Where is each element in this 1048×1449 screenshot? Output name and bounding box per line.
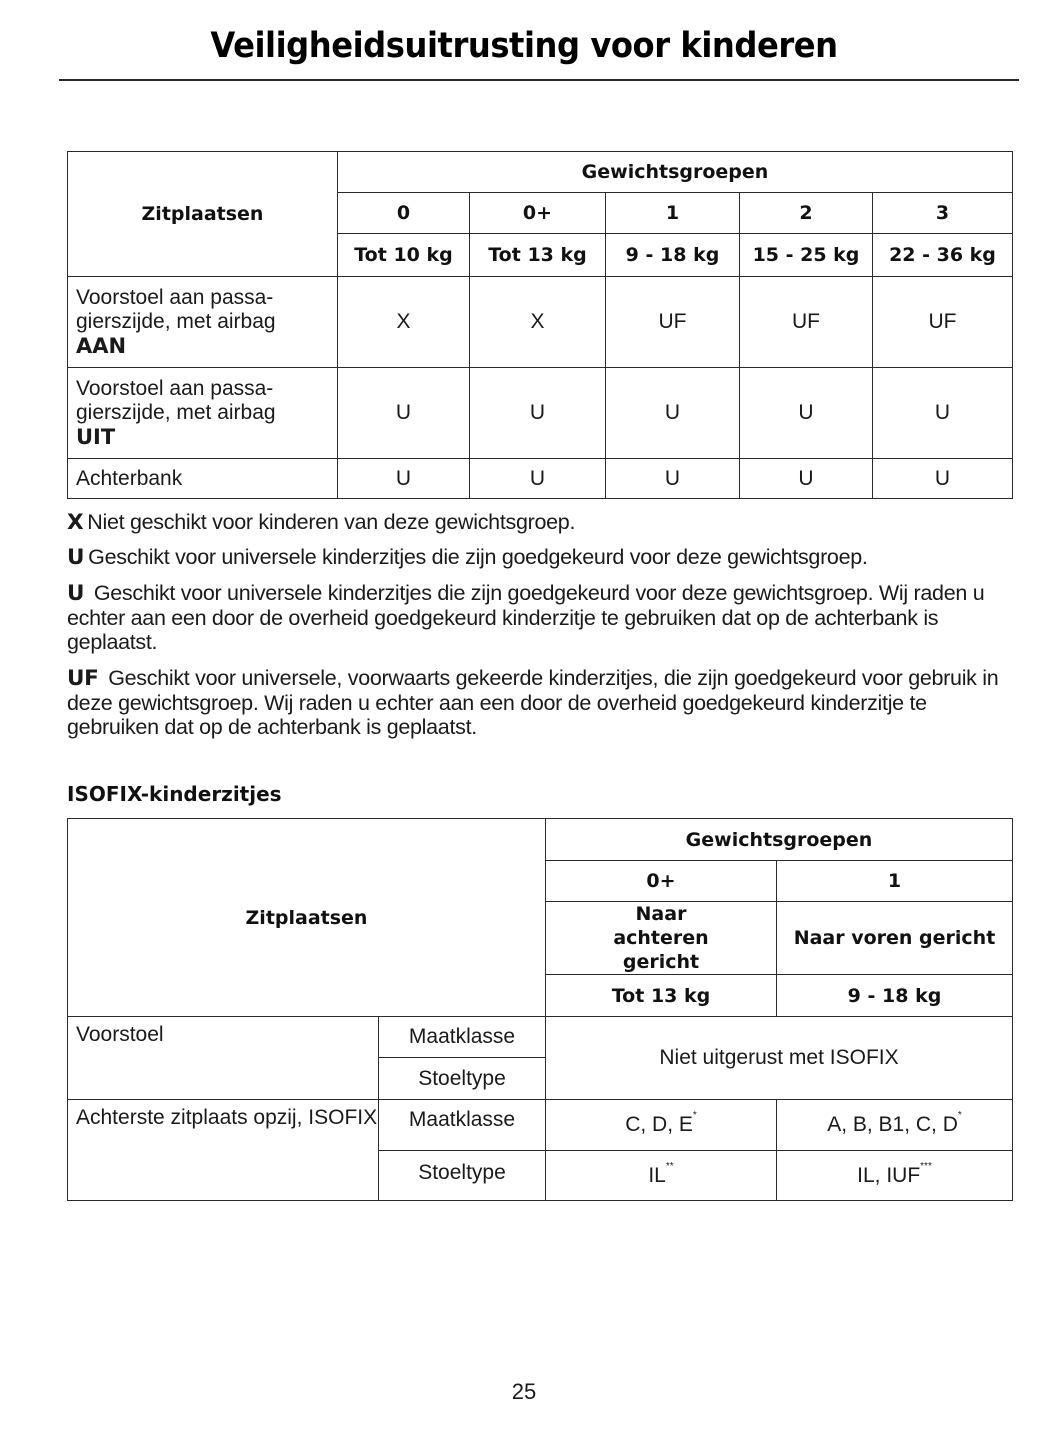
weight-cell: Tot 13 kg (546, 975, 777, 1017)
value-cell: U (470, 368, 606, 459)
value-cell (546, 1151, 777, 1201)
value-cell: U (338, 459, 470, 499)
footnote-marker: * (957, 1110, 962, 1121)
legend-item (67, 545, 1017, 570)
legend-text: Geschikt voor universele kinderzitjes die zijn goedgekeurd voor deze gewichtsgroep. Wij raden u echter aan een door de overheid goedgekeurd kinderzitje te gebruiken dat op de achterbank is geplaatst. (67, 581, 985, 654)
legend-text: Geschikt voor universele, voorwaarts gekeerde kinderzitjes, die zijn goedgekeurd voor gebruik in deze gewichtsgroep. Wij raden u echter aan een door de overheid goedgekeurd kinderzitje te gebruiken dat op de achterbank is geplaatst. (67, 666, 999, 739)
value-cell: X (338, 277, 470, 368)
table-row (68, 1017, 1013, 1058)
value-cell (777, 1151, 1013, 1201)
group-cell: 1 (777, 861, 1013, 902)
legend-key: X (67, 510, 84, 535)
legend-text: Niet geschikt voor kinderen van deze gewichtsgroep. (87, 510, 576, 534)
seat-label-line: gierszijde, met airbag (76, 310, 276, 333)
legend-key: U (67, 581, 85, 606)
value-cell: U (606, 459, 740, 499)
weight-cell: Tot 10 kg (338, 234, 470, 277)
table-row (68, 368, 1013, 459)
weight-cell: 9 - 18 kg (606, 234, 740, 277)
value-text: IL, IUF (857, 1163, 921, 1187)
group-cell: 0 (338, 193, 470, 234)
group-cell: 0+ (546, 861, 777, 902)
value-cell (546, 1100, 777, 1151)
value-text: C, D, E (625, 1113, 693, 1136)
value-text: IL (648, 1163, 666, 1187)
weight-groups-header: Gewichtsgroepen (338, 152, 1013, 193)
legend-item (67, 666, 1017, 739)
seat-label: Voorstoel (68, 1017, 379, 1100)
title-divider (59, 79, 1019, 81)
seat-label-line: Voorstoel aan passa- (76, 286, 274, 309)
sub-label: Maatklasse (379, 1100, 546, 1151)
weight-cell: 15 - 25 kg (740, 234, 873, 277)
isofix-table (67, 818, 1013, 1201)
table-row (68, 1100, 1013, 1151)
page-title: Veiligheidsuitrusting voor kinderen (210, 26, 838, 66)
value-cell: U (470, 459, 606, 499)
seat-label: Achterste zitplaats opzij, ISOFIX (68, 1100, 379, 1201)
value-cell: U (873, 459, 1013, 499)
seat-header: Zitplaatsen (68, 152, 338, 277)
value-text: A, B, B1, C, D (827, 1113, 958, 1136)
weight-cell: 22 - 36 kg (873, 234, 1013, 277)
sub-label: Stoeltype (379, 1151, 546, 1201)
group-cell: 3 (873, 193, 1013, 234)
value-cell: U (338, 368, 470, 459)
weight-cell: 9 - 18 kg (777, 975, 1013, 1017)
legend-item (67, 581, 1017, 654)
airbag-state: AAN (76, 334, 127, 358)
value-cell: UF (740, 277, 873, 368)
child-seat-suitability-table (67, 151, 1013, 499)
value-cell: U (606, 368, 740, 459)
weight-cell: Tot 13 kg (470, 234, 606, 277)
sub-label: Maatklasse (379, 1017, 546, 1058)
table-row (68, 459, 1013, 499)
value-cell: U (873, 368, 1013, 459)
airbag-state: UIT (76, 425, 116, 449)
legend-text: Geschikt voor universele kinderzitjes die zijn goedgekeurd voor deze gewichtsgroep. (88, 545, 868, 569)
footnote-marker: *** (920, 1160, 932, 1172)
seat-label (68, 277, 338, 368)
table-row (68, 277, 1013, 368)
sub-label: Stoeltype (379, 1058, 546, 1100)
value-cell: UF (606, 277, 740, 368)
seat-label-line: Voorstoel aan passa- (76, 377, 274, 400)
weight-groups-header: Gewichtsgroepen (546, 819, 1013, 861)
footnote-marker: ** (665, 1160, 674, 1172)
group-cell: 1 (606, 193, 740, 234)
legend-key: U (67, 545, 85, 570)
value-cell: X (470, 277, 606, 368)
page-number: 25 (511, 1379, 537, 1404)
legend-item (67, 510, 1017, 535)
seat-label-line: gierszijde, met airbag (76, 401, 276, 424)
seat-header: Zitplaatsen (68, 819, 546, 1017)
direction-cell: Naar voren gericht (777, 902, 1013, 975)
direction-cell: Naar achteren gericht (546, 902, 777, 975)
value-cell: U (740, 368, 873, 459)
legend-key: UF (67, 666, 99, 691)
seat-label: Achterbank (68, 459, 338, 499)
value-cell: U (740, 459, 873, 499)
merged-value-cell: Niet uitgerust met ISOFIX (546, 1017, 1013, 1100)
seat-label (68, 368, 338, 459)
isofix-heading: ISOFIX-kinderzitjes (67, 782, 282, 806)
group-cell: 2 (740, 193, 873, 234)
group-cell: 0+ (470, 193, 606, 234)
value-cell: UF (873, 277, 1013, 368)
value-cell (777, 1100, 1013, 1151)
footnote-marker: * (692, 1110, 697, 1121)
